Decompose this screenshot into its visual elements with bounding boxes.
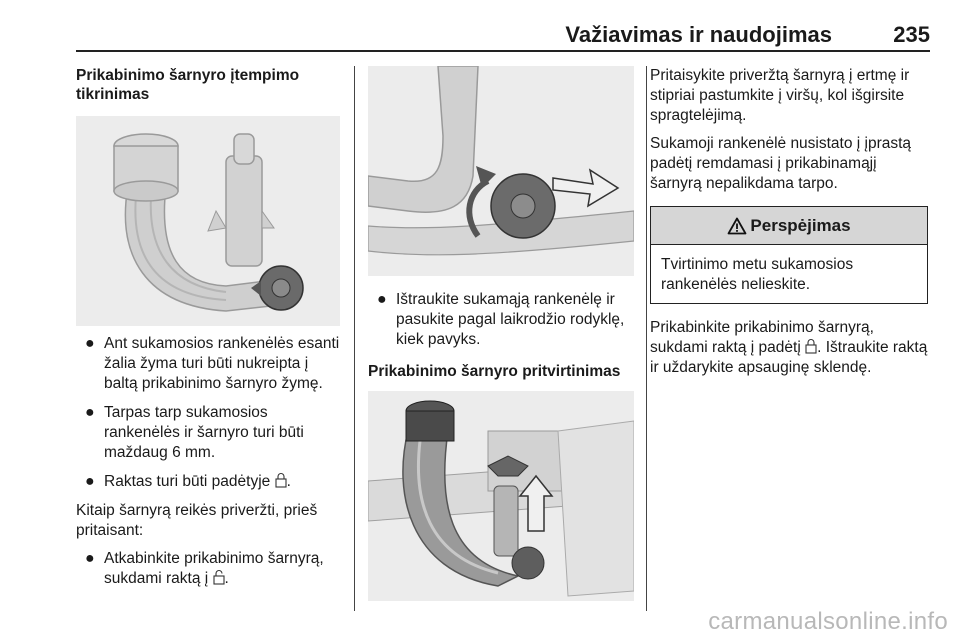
watermark: carmanualsonline.info (708, 608, 948, 635)
tension-check-heading: Prikabinimo šarnyro įtempimo tikrinimas (76, 67, 300, 103)
list-item: ● Ištraukite sukamąją rankenėlę ir pasukite pagal laikrodžio rodyklę, kiek pavyks. (377, 291, 625, 348)
warning-triangle-icon (727, 217, 747, 235)
bullet-dot-icon: ● (85, 473, 95, 490)
column-1 (76, 66, 340, 598)
warning-text: Tvirtinimo metu sukamosios rankenėlės nelieskite. (661, 256, 854, 293)
bullet-dot-icon: ● (377, 291, 387, 308)
tension-check-list (76, 334, 340, 492)
pre-tension-list (76, 549, 340, 589)
bullet-dot-icon: ● (85, 404, 95, 421)
column-divider-1 (354, 66, 355, 611)
list-item: ● Ant sukamosios rankenėlės esanti žalia žyma turi būti nukreipta į baltą prikabinimo šarnyro žymę. (85, 335, 340, 392)
paragraph: Sukamoji rankenėlė nusistato į įprastą padėtį remdamasi į prikabinamąjį šarnyrą nepalikdama tarpo. (650, 135, 912, 192)
lock-closed-icon (275, 472, 287, 488)
towbar-tension-illustration (76, 116, 340, 326)
column-2 (368, 66, 634, 601)
warning-box (650, 206, 928, 304)
header-rule (76, 50, 930, 52)
page-number: 235 (893, 22, 930, 47)
towbar-attach-illustration (368, 391, 634, 601)
page-header (0, 22, 960, 56)
column-3 (650, 66, 928, 378)
paragraph: Kitaip šarnyrą reikės priveržti, prieš pritaisant: (76, 502, 318, 539)
list-item: ● Raktas turi būti padėtyje . (85, 473, 291, 490)
lock-closed-icon (805, 338, 817, 354)
list-item: ● Atkabinkite prikabinimo šarnyrą, sukdami raktą į . (85, 550, 324, 587)
bullet-dot-icon: ● (85, 335, 95, 352)
bullet-dot-icon: ● (85, 550, 95, 567)
attachment-heading: Prikabinimo šarnyro pritvirtinimas (368, 363, 621, 380)
paragraph: Pritaisykite priveržtą šarnyrą į ertmę ir stipriai pastumkite į viršų, kol išgirsite spragtelėjimą. (650, 67, 910, 124)
knob-instruction-list (368, 290, 634, 350)
paragraph: Prikabinkite prikabinimo šarnyrą, sukdami raktą į padėtį . Ištraukite raktą ir uždarykite apsauginę sklendę. (650, 319, 928, 376)
list-item: ● Tarpas tarp sukamosios rankenėlės ir šarnyro turi būti maždaug 6 mm. (85, 404, 304, 461)
warning-header (651, 207, 927, 245)
lock-open-icon (213, 569, 225, 585)
column-divider-2 (646, 66, 647, 611)
section-title: Važiavimas ir naudojimas (565, 22, 832, 47)
knob-pull-illustration (368, 66, 634, 276)
warning-title: Perspėjimas (750, 215, 851, 235)
